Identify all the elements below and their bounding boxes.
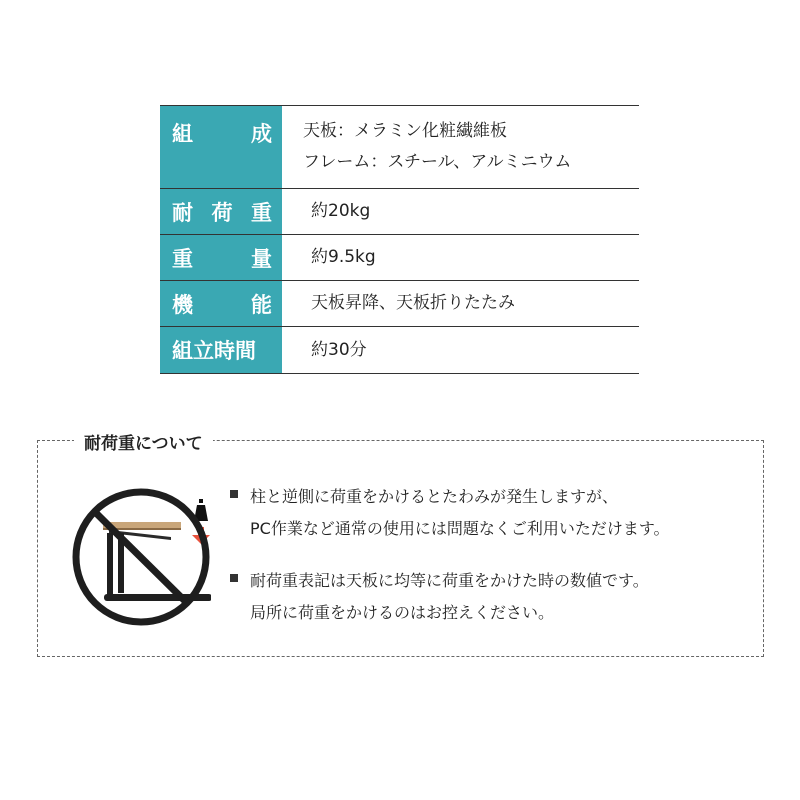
label-char: 能 — [251, 292, 272, 317]
spec-value-line: 天板：メラミン化粧繊維板 — [303, 121, 507, 141]
spec-label — [160, 235, 283, 280]
label-char: 機 — [172, 292, 193, 317]
spec-row-assembly-time — [160, 327, 639, 374]
spec-value — [283, 281, 639, 326]
spec-row-function — [160, 281, 639, 327]
load-notice-box — [37, 434, 764, 657]
spec-row-load-capacity — [160, 189, 639, 235]
spec-value — [283, 106, 639, 188]
spec-value-line: フレーム：スチール、アルミニウム — [303, 152, 572, 172]
label-char: 耐 — [172, 200, 193, 225]
bullet-icon — [230, 490, 238, 498]
bullet-icon — [230, 574, 238, 582]
list-item — [228, 481, 758, 545]
label-char: 量 — [251, 246, 272, 271]
spec-label — [160, 106, 283, 188]
label-char: 成 — [251, 122, 272, 146]
label-char: 荷 — [211, 200, 233, 225]
notice-line: 局所に荷重をかけるのはお控えください。 — [250, 603, 555, 622]
spec-value — [283, 189, 639, 234]
spec-value-line: 天板昇降、天板折りたたみ — [311, 293, 515, 313]
notice-list — [228, 481, 758, 649]
notice-line: PC作業など通常の使用には問題なくご利用いただけます。 — [250, 519, 670, 538]
spec-value — [283, 235, 639, 280]
spec-value — [283, 327, 639, 373]
spec-label — [160, 189, 283, 234]
list-item — [228, 565, 758, 629]
spec-value-line: 約20kg — [311, 201, 371, 221]
spec-value-line: 約30分 — [311, 339, 367, 360]
spec-label — [160, 327, 283, 373]
spec-row-composition — [160, 106, 639, 189]
spec-value-line: 約9.5kg — [311, 247, 376, 267]
label-char: 組 — [172, 122, 193, 146]
spec-table — [160, 105, 639, 374]
spec-row-weight — [160, 235, 639, 281]
label-char: 組立時間 — [172, 339, 256, 363]
label-char: 重 — [251, 200, 272, 225]
prohibited-icon — [71, 486, 211, 626]
notice-title: 耐荷重について — [74, 429, 213, 454]
spec-label — [160, 281, 283, 326]
notice-line: 柱と逆側に荷重をかけるとたわみが発生しますが、 — [250, 487, 619, 506]
notice-line: 耐荷重表記は天板に均等に荷重をかけた時の数値です。 — [250, 571, 649, 590]
desk-illustration — [71, 486, 211, 626]
label-char: 重 — [172, 246, 193, 271]
